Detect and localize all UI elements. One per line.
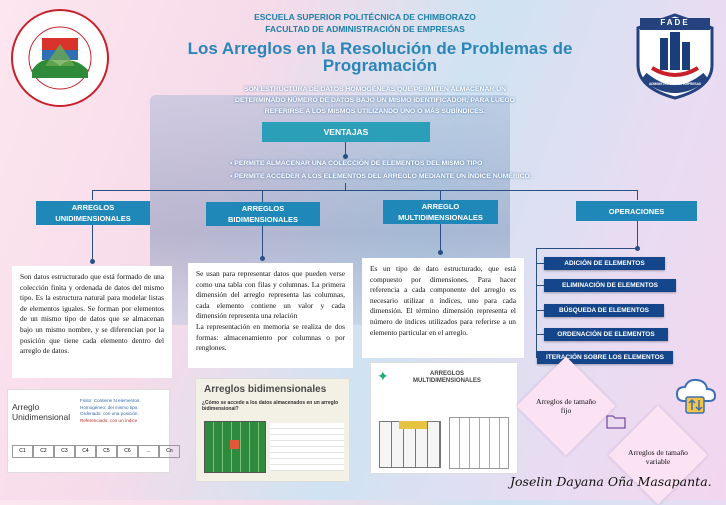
uni-image-title: Arreglo Unidimensional — [12, 402, 71, 422]
fixed-array-label: Arreglos de tamaño fijo — [536, 397, 596, 415]
variable-array-label: Arreglos de tamaño variable — [628, 448, 688, 466]
uni-note: Referenciado: con un índice — [80, 417, 138, 423]
fade-logo-label: FADE — [660, 18, 690, 27]
uni-cell: C1 — [12, 445, 33, 458]
bidimensional-image — [195, 378, 350, 482]
operation-item: BÚSQUEDA DE ELEMENTOS — [544, 304, 664, 317]
fade-logo — [630, 10, 720, 100]
ventaja-text: PERMITE ACCEDER A LOS ELEMENTOS DEL ARREGLO MEDIANTE UN ÍNDICE NUMÉRICO. — [234, 173, 532, 180]
bidimensional-paragraph: La representación en memoria se realiza de dos formas: almacenamiento por columnas o por renglones. — [196, 321, 345, 353]
unidimensional-description: Son datos estructurado que está formado de una colección finita y ordenada de datos del mismo tipo. Es la estructura natural para modelar listas de elementos iguales. Se forman por elementos de un mismo tipo de datos que se almacenan bajo un mismo nombre, y se diferencian por la posición que tiene cada elemento dentro del arreglo de datos. — [12, 266, 172, 378]
ventaja-item: • PERMITE ALMACENAR UNA COLECCIÓN DE ELEMENTOS DEL MISMO TIPO — [230, 160, 483, 167]
operation-item: ITERACIÓN SOBRE LOS ELEMENTOS — [537, 351, 673, 364]
uni-cell: C3 — [54, 445, 75, 458]
uni-note: Finito: Contiene N elementos. — [80, 398, 141, 403]
bi-image-title: Arreglos bidimensionales — [204, 384, 327, 395]
cloud-icon — [673, 377, 719, 424]
unidimensional-image — [7, 389, 173, 473]
uni-cell: C4 — [75, 445, 96, 458]
intro-text: SON ESTRUCTURA DE DATOS HOMOGÉNEAS QUE PERMITEN ALMACENAR UN DETERMINADO NÚMERO DE DATOS BAJO UN MISMO IDENTIFICADOR, PARA LUEGO REFERIRSE A LOS MISMOS UTILIZANDO UNO O MÁS SUBÍNDICES. — [235, 86, 515, 115]
multi-image-title: ARREGLOS MULTIDIMENSIONALES — [413, 371, 481, 384]
uni-cell: C5 — [96, 445, 117, 458]
uni-cell: ... — [138, 445, 159, 458]
ventaja-text: PERMITE ALMACENAR UNA COLECCIÓN DE ELEMENTOS DEL MISMO TIPO — [234, 160, 483, 167]
page-title: Los Arreglos en la Resolución de Problemas de Programación — [187, 39, 573, 75]
fade-logo-text: ADMINISTRACIÓN DE EMPRESAS — [648, 82, 702, 86]
espoch-logo — [10, 8, 110, 108]
uni-note: Homogéneo: del mismo tipo. — [80, 404, 139, 410]
uni-note: Ordenado: con una posición. — [80, 411, 139, 416]
ventaja-item: • PERMITE ACCEDER A LOS ELEMENTOS DEL ARREGLO MEDIANTE UN ÍNDICE NUMÉRICO. — [230, 173, 532, 180]
operation-item: ORDENACIÓN DE ELEMENTOS — [544, 328, 668, 341]
uni-image-notes — [80, 398, 141, 424]
bi-image-grid — [204, 421, 266, 473]
operation-item: ELIMINACIÓN DE ELEMENTOS — [544, 279, 676, 292]
uni-cell: Cn — [159, 445, 180, 458]
multidimensional-image: ARREGLOS MULTIDIMENSIONALES ✦ — [370, 362, 518, 474]
branch-bidimensional: ARREGLOS BIDIMENSIONALES — [206, 202, 320, 226]
branch-operaciones: OPERACIONES — [576, 201, 697, 221]
faculty-name: FACULTAD DE ADMINISTRACIÓN DE EMPRESAS — [265, 24, 465, 34]
author-signature: Joselin Dayana Oña Masapanta. — [510, 474, 712, 489]
uni-cells — [12, 445, 180, 458]
operation-item: ADICIÓN DE ELEMENTOS — [544, 257, 665, 270]
bidimensional-description — [188, 263, 353, 368]
uni-cell: C6 — [117, 445, 138, 458]
uni-cell: C2 — [33, 445, 54, 458]
school-name: ESCUELA SUPERIOR POLITÉCNICA DE CHIMBORAZO — [254, 12, 476, 22]
branch-multidimensional: ARREGLO MULTIDIMENSIONALES — [383, 200, 498, 224]
multidimensional-description: Es un tipo de dato estructurado, que está compuesto por dimensiones. Para hacer referencia a cada componente del arreglo es necesario utilizar n índices, uno para cada dimensión. El término dimensión representa el número de índices utilizados para referirse a un elemento particular en el arreglo. — [362, 258, 524, 358]
bi-image-question: ¿Cómo se accede a los datos almacenados en un arreglo bidimensional? — [202, 400, 339, 412]
branch-unidimensional: ARREGLOS UNIDIMENSIONALES — [36, 201, 150, 225]
bidimensional-paragraph: Se usan para representar datos que pueden verse como una tabla con filas y columnas. La primera dimensión del arreglo representa las columnas, cada elemento contiene un valor y cada dimensión representa una relación — [196, 269, 345, 321]
ventajas-label: VENTAJAS — [262, 122, 430, 142]
folder-icon — [606, 413, 626, 434]
